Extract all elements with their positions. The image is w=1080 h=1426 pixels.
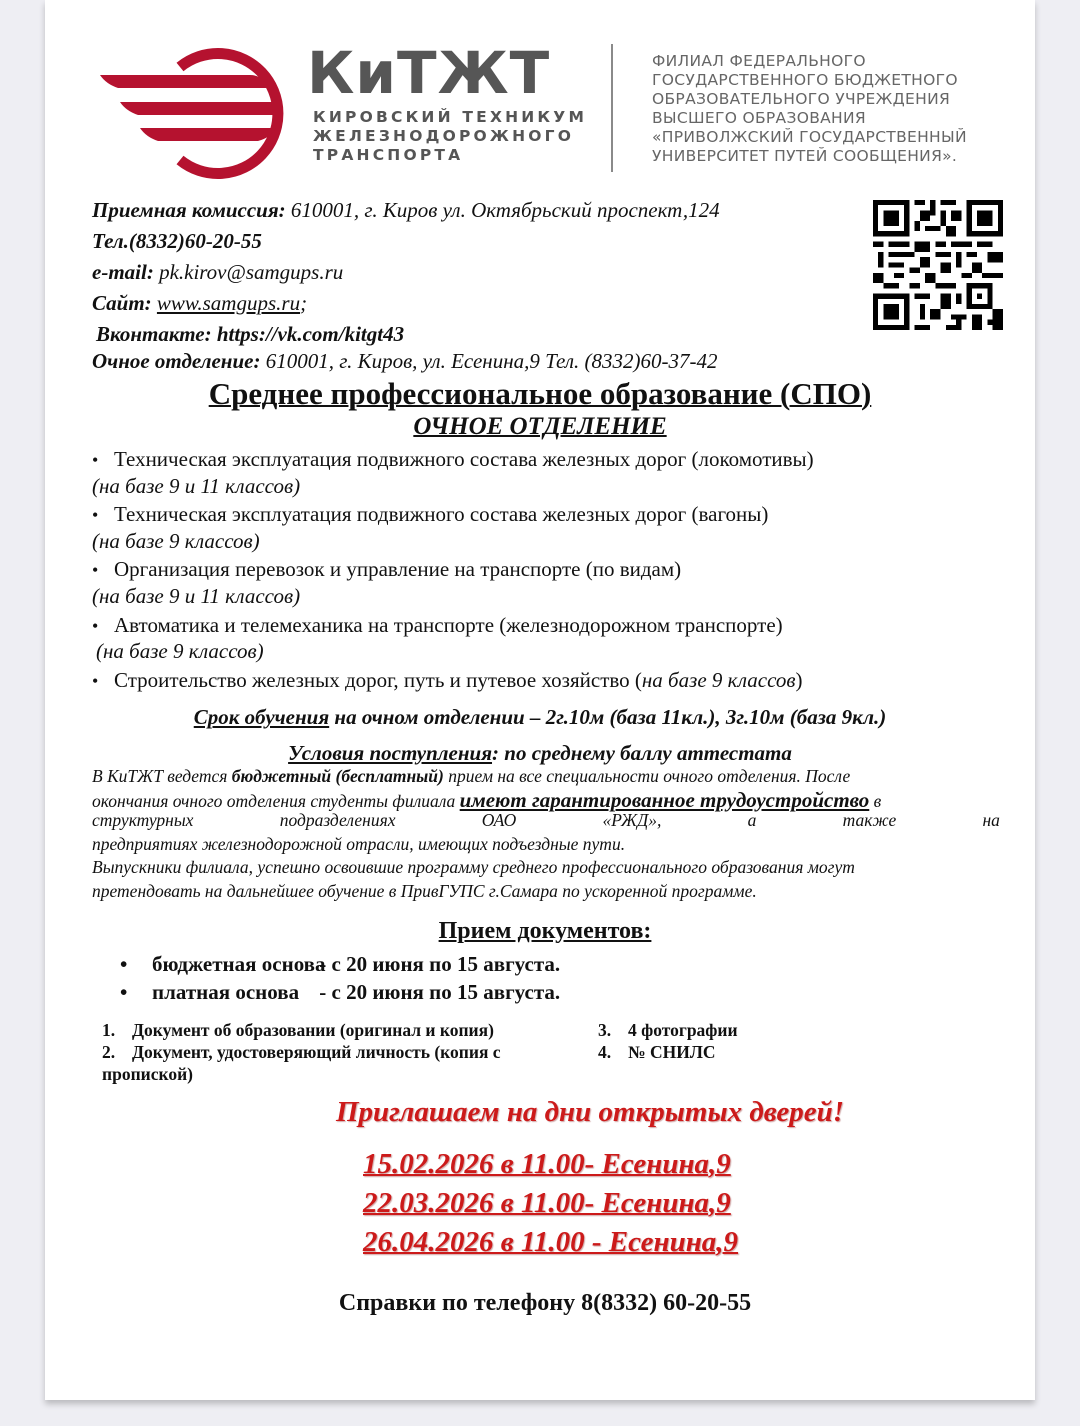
conditions-value: : по среднему баллу аттестата — [492, 741, 792, 765]
program-name: Строительство железных дорог, путь и путевое хозяйство ( — [114, 668, 642, 692]
open-day-date: 15.02.2026 в 11.00- Есенина,9 — [363, 1148, 731, 1180]
program-basis — [92, 529, 260, 554]
doc-text: 4 фотографии — [628, 1020, 738, 1040]
qr-code-icon[interactable] — [873, 200, 1003, 330]
logo-subtitle-line: КИРОВСКИЙ ТЕХНИКУМ — [313, 108, 588, 126]
email-link[interactable]: pk.kirov@samgups.ru — [153, 260, 344, 284]
bullet-icon: • — [92, 505, 99, 525]
site-label: Сайт: — [92, 291, 152, 315]
word: подразделениях — [279, 810, 396, 830]
period-value: - с 20 июня по 15 августа. — [314, 980, 561, 1004]
period-item — [120, 952, 560, 977]
footer-phone: Справки по телефону 8(8332) 60-20-55 — [338, 1290, 752, 1316]
duration-label: Срок обучения — [193, 705, 330, 729]
phone-text: Тел.(8332)60-20-55 — [92, 229, 262, 253]
site-row — [92, 291, 307, 316]
fulltime-address: 610001, г. Киров, ул. Есенина,9 Тел. (8332)60-37-42 — [260, 349, 718, 373]
program-name: Техническая эксплуатация подвижного состава железных дорог (локомотивы) — [114, 447, 814, 471]
vk-link[interactable]: Вконтакте: https://vk.com/kitgt43 — [96, 322, 405, 346]
doc-number: 1. — [102, 1020, 116, 1040]
open-day-date: 26.04.2026 в 11.00 - Есенина,9 — [363, 1226, 739, 1258]
site-suffix: ; — [300, 291, 308, 315]
text-span: окончания очного отделения студенты филиала — [92, 790, 460, 811]
admission-label: Приемная комиссия: — [92, 198, 286, 222]
open-days-title: Приглашаем на дни открытых дверей! — [336, 1096, 844, 1128]
program-basis — [92, 474, 300, 499]
program-item — [92, 668, 803, 693]
logo-subtitle — [313, 108, 587, 165]
railway-logo-icon — [100, 42, 290, 182]
program-basis-text: (на базе 9 и 11 классов) — [92, 584, 301, 608]
program-basis-text: (на базе 9 классов) — [92, 529, 260, 553]
bullet-icon: • — [120, 980, 128, 1004]
bullet-icon: • — [92, 616, 99, 636]
main-title: Среднее профессиональное образование (СПО) — [208, 376, 872, 411]
paragraph-line: предприятиях железнодорожной отрасли, имеющих подъездные пути. — [92, 833, 626, 854]
flyer-page — [45, 0, 1035, 1400]
paragraph-line — [92, 765, 1000, 789]
text-span: в — [869, 790, 882, 811]
admission-conditions — [45, 741, 1035, 766]
program-item — [92, 447, 814, 472]
bullet-icon: • — [92, 450, 99, 470]
program-basis-text: (на базе 9 и 11 классов) — [92, 474, 301, 498]
program-name: Организация перевозок и управление на транспорте (по видам) — [114, 557, 682, 581]
email-row — [92, 260, 343, 285]
affiliation-text: ФИЛИАЛ ФЕДЕРАЛЬНОГО ГОСУДАРСТВЕННОГО БЮДЖЕТНОГО ОБРАЗОВАТЕЛЬНОГО УЧРЕЖДЕНИЯ ВЫСШЕГО ОБРАЗОВАНИЯ «ПРИВОЛЖСКИЙ ГОСУДАРСТВЕННЫЙ УНИВЕРСИТЕТ ПУТЕЙ СООБЩЕНИЯ». — [652, 52, 967, 165]
text-span: прием на все специальности очного отделения. После — [443, 766, 851, 786]
period-label: бюджетная основа — [152, 952, 326, 976]
logo-subtitle-line: ТРАНСПОРТА — [313, 146, 464, 164]
program-basis-text: на базе 9 классов — [641, 668, 796, 692]
budget-highlight: бюджетный (бесплатный) — [231, 766, 444, 786]
program-item — [92, 502, 768, 527]
bullet-icon: • — [92, 671, 99, 691]
doc-number: 2. — [102, 1042, 116, 1062]
doc-text: № СНИЛС — [628, 1042, 716, 1062]
fulltime-row — [92, 349, 717, 374]
program-suffix: ) — [795, 668, 803, 692]
documents-title: Прием документов: — [438, 918, 652, 944]
doc-text: Документ об образовании (оригинал и копия) — [132, 1020, 494, 1040]
program-basis-text: (на базе 9 классов) — [96, 639, 264, 663]
fulltime-label: Очное отделение: — [92, 349, 261, 373]
required-doc — [102, 1041, 501, 1063]
paragraph-line: претендовать на дальнейшее обучение в ПривГУПС г.Самара по ускоренной программе. — [92, 880, 757, 901]
period-value: - с 20 июня по 15 августа. — [314, 952, 561, 976]
program-name: Автоматика и телемеханика на транспорте (железнодорожном транспорте) — [114, 613, 783, 637]
text-span: В КиТЖТ ведется — [92, 766, 232, 786]
word: а — [747, 810, 757, 830]
bullet-icon: • — [92, 560, 99, 580]
period-label: платная основа — [152, 980, 300, 1004]
required-doc — [598, 1019, 738, 1041]
phone-row — [92, 229, 262, 254]
conditions-label: Условия поступления — [288, 741, 493, 765]
header-divider — [611, 44, 613, 172]
word: «РЖД», — [602, 810, 662, 830]
program-item — [92, 557, 681, 582]
admission-address: 610001, г. Киров ул. Октябрьский проспект,124 — [285, 198, 720, 222]
info-paragraph — [92, 765, 1000, 903]
program-item — [92, 613, 783, 638]
site-link[interactable]: www.samgups.ru — [156, 291, 301, 315]
open-day-date: 22.03.2026 в 11.00- Есенина,9 — [363, 1187, 731, 1219]
logo-subtitle-line: ЖЕЛЕЗНОДОРОЖНОГО — [313, 127, 575, 145]
logo-title: КиТЖТ — [307, 39, 551, 107]
study-duration — [45, 705, 1035, 730]
program-basis — [96, 639, 264, 664]
word: структурных — [92, 810, 194, 830]
doc-number: 3. — [598, 1020, 612, 1040]
program-basis — [92, 584, 300, 609]
period-item — [120, 980, 560, 1005]
bullet-icon: • — [120, 952, 128, 976]
vk-row — [96, 322, 404, 347]
doc-text: Документ, удостоверяющий личность (копия с — [132, 1042, 501, 1062]
required-doc — [598, 1041, 716, 1063]
word: ОАО — [481, 810, 517, 830]
required-doc — [102, 1019, 494, 1041]
word: также — [842, 810, 897, 830]
employment-highlight: имеют гарантированное трудоустройство — [459, 787, 870, 812]
paragraph-line: Выпускники филиала, успешно освоившие программу среднего профессионального образования могут — [92, 857, 855, 877]
program-name: Техническая эксплуатация подвижного состава железных дорог (вагоны) — [114, 502, 769, 526]
required-doc-continued: пропиской) — [102, 1064, 194, 1084]
duration-value: на очном отделении – 2г.10м (база 11кл.), 3г.10м (база 9кл.) — [329, 705, 887, 729]
admission-row — [92, 198, 720, 223]
email-label: e-mail: — [92, 260, 154, 284]
doc-number: 4. — [598, 1042, 612, 1062]
word: на — [982, 810, 1000, 830]
department-subtitle: ОЧНОЕ ОТДЕЛЕНИЕ — [413, 413, 667, 440]
